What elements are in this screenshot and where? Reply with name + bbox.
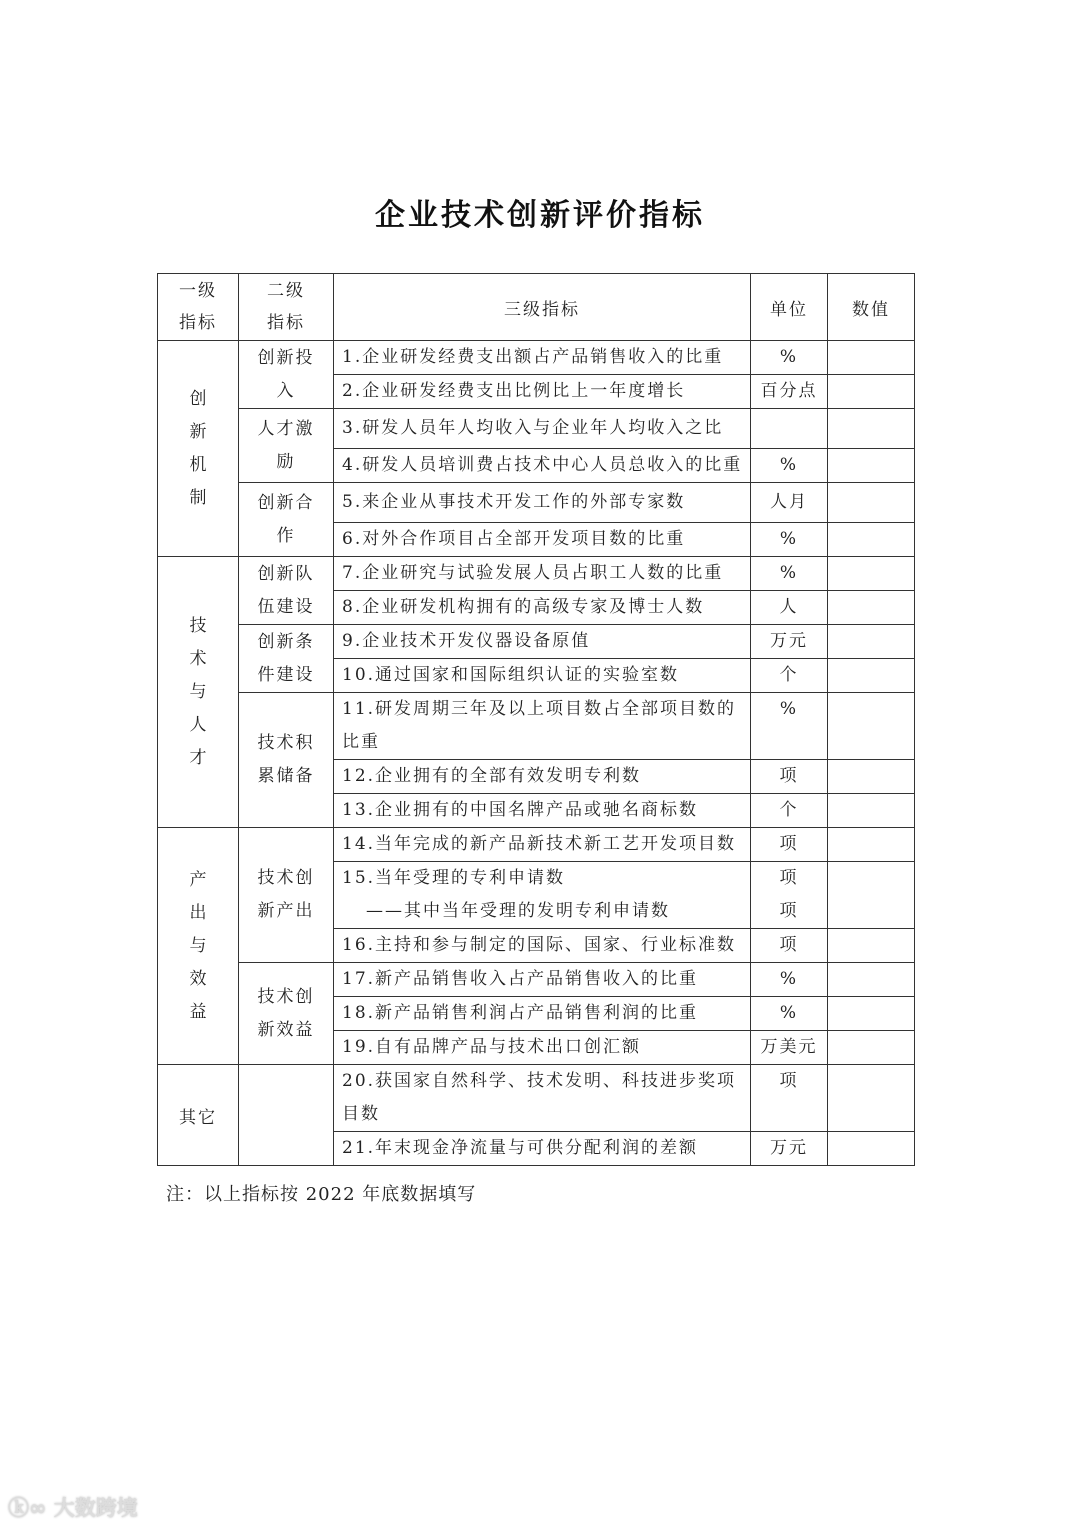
- unit-cell: 项: [751, 1065, 828, 1132]
- value-input-cell[interactable]: [828, 693, 915, 760]
- level3-indicator: 12.企业拥有的全部有效发明专利数: [334, 760, 751, 794]
- level3-indicator: 10.通过国家和国际组织认证的实验室数: [334, 659, 751, 693]
- table-row: [158, 828, 915, 862]
- indicator-table: [157, 273, 915, 1166]
- level3-indicator: 18.新产品销售利润占产品销售利润的比重: [334, 997, 751, 1031]
- value-input-cell[interactable]: [828, 963, 915, 997]
- table-row: [158, 625, 915, 659]
- level3-indicator: 6.对外合作项目占全部开发项目数的比重: [334, 523, 751, 557]
- level2-cell: 技术积累储备: [239, 693, 334, 828]
- level3-indicator: 20.获国家自然科学、技术发明、科技进步奖项目数: [334, 1065, 751, 1132]
- level3-indicator: 8.企业研发机构拥有的高级专家及博士人数: [334, 591, 751, 625]
- table-row: [158, 1065, 915, 1132]
- unit-cell: %: [751, 963, 828, 997]
- unit-cell: 项: [751, 760, 828, 794]
- level3-indicator: 9.企业技术开发仪器设备原值: [334, 625, 751, 659]
- level3-indicator: 7.企业研究与试验发展人员占职工人数的比重: [334, 557, 751, 591]
- unit-cell: 个: [751, 659, 828, 693]
- unit-cell: %: [751, 557, 828, 591]
- level3-indicator: 19.自有品牌产品与技术出口创汇额: [334, 1031, 751, 1065]
- level3-indicator: 11.研发周期三年及以上项目数占全部项目数的比重: [334, 693, 751, 760]
- level2-cell: [239, 1065, 334, 1166]
- level2-cell: 人才激励: [239, 409, 334, 483]
- level3-indicator: 13.企业拥有的中国名牌产品或驰名商标数: [334, 794, 751, 828]
- unit-cell: [751, 409, 828, 449]
- unit-cell: 万元: [751, 1132, 828, 1166]
- value-input-cell[interactable]: [828, 625, 915, 659]
- table-row: [158, 963, 915, 997]
- level2-cell: 创新条件建设: [239, 625, 334, 693]
- unit-cell: %: [751, 523, 828, 557]
- unit-cell: 万元: [751, 625, 828, 659]
- table-header-row: [158, 274, 915, 341]
- level3-indicator: 1.企业研发经费支出额占产品销售收入的比重: [334, 341, 751, 375]
- unit-cell: 人: [751, 591, 828, 625]
- value-input-cell[interactable]: [828, 1132, 915, 1166]
- value-input-cell[interactable]: [828, 997, 915, 1031]
- level1-cell: 技术与人才: [158, 557, 239, 828]
- unit-cell: 个: [751, 794, 828, 828]
- value-input-cell[interactable]: [828, 523, 915, 557]
- unit-cell: 人月: [751, 483, 828, 523]
- page-title: 企业技术创新评价指标: [375, 198, 705, 233]
- value-input-cell[interactable]: [828, 591, 915, 625]
- unit-cell: %: [751, 449, 828, 483]
- level3-indicator: 4.研发人员培训费占技术中心人员总收入的比重: [334, 449, 751, 483]
- value-input-cell[interactable]: [828, 449, 915, 483]
- level2-cell: 创新投入: [239, 341, 334, 409]
- value-input-cell[interactable]: [828, 862, 915, 929]
- level2-cell: 创新队伍建设: [239, 557, 334, 625]
- value-input-cell[interactable]: [828, 409, 915, 449]
- value-input-cell[interactable]: [828, 341, 915, 375]
- table-row: [158, 483, 915, 523]
- level1-cell: 产出与效益: [158, 828, 239, 1065]
- value-input-cell[interactable]: [828, 1031, 915, 1065]
- footnote: 注：以上指标按 2022 年底数据填写: [166, 1184, 477, 1205]
- table-row: [158, 557, 915, 591]
- value-input-cell[interactable]: [828, 929, 915, 963]
- value-input-cell[interactable]: [828, 828, 915, 862]
- header-level2: 二级指标: [239, 274, 334, 341]
- header-unit: 单位: [751, 274, 828, 341]
- unit-cell: %: [751, 693, 828, 760]
- level3-indicator: 16.主持和参与制定的国际、国家、行业标准数: [334, 929, 751, 963]
- level2-cell: 技术创新效益: [239, 963, 334, 1065]
- value-input-cell[interactable]: [828, 375, 915, 409]
- table-row: [158, 409, 915, 449]
- level3-indicator: 14.当年完成的新产品新技术新工艺开发项目数: [334, 828, 751, 862]
- unit-cell: 项 项: [751, 862, 828, 929]
- level3-indicator: 2.企业研发经费支出比例比上一年度增长: [334, 375, 751, 409]
- watermark-logo: ⓚ∞ 大数跨境: [8, 1496, 138, 1520]
- value-input-cell[interactable]: [828, 483, 915, 523]
- unit-cell: 百分点: [751, 375, 828, 409]
- value-input-cell[interactable]: [828, 1065, 915, 1132]
- level3-indicator: 21.年末现金净流量与可供分配利润的差额: [334, 1132, 751, 1166]
- table-row: [158, 341, 915, 375]
- value-input-cell[interactable]: [828, 760, 915, 794]
- level2-cell: 技术创新产出: [239, 828, 334, 963]
- unit-cell: %: [751, 341, 828, 375]
- unit-cell: 万美元: [751, 1031, 828, 1065]
- level1-cell: 其它: [158, 1065, 239, 1166]
- level3-indicator: 5.来企业从事技术开发工作的外部专家数: [334, 483, 751, 523]
- unit-cell: 项: [751, 929, 828, 963]
- value-input-cell[interactable]: [828, 659, 915, 693]
- unit-cell: %: [751, 997, 828, 1031]
- value-input-cell[interactable]: [828, 557, 915, 591]
- value-input-cell[interactable]: [828, 794, 915, 828]
- level3-indicator: 17.新产品销售收入占产品销售收入的比重: [334, 963, 751, 997]
- unit-cell: 项: [751, 828, 828, 862]
- level3-indicator: 15.当年受理的专利申请数 ——其中当年受理的发明专利申请数: [334, 862, 751, 929]
- header-level3: 三级指标: [334, 274, 751, 341]
- header-level1: 一级指标: [158, 274, 239, 341]
- header-value: 数值: [828, 274, 915, 341]
- table-row: [158, 693, 915, 760]
- level3-indicator: 3.研发人员年人均收入与企业年人均收入之比: [334, 409, 751, 449]
- level1-cell: 创新机制: [158, 341, 239, 557]
- level2-cell: 创新合作: [239, 483, 334, 557]
